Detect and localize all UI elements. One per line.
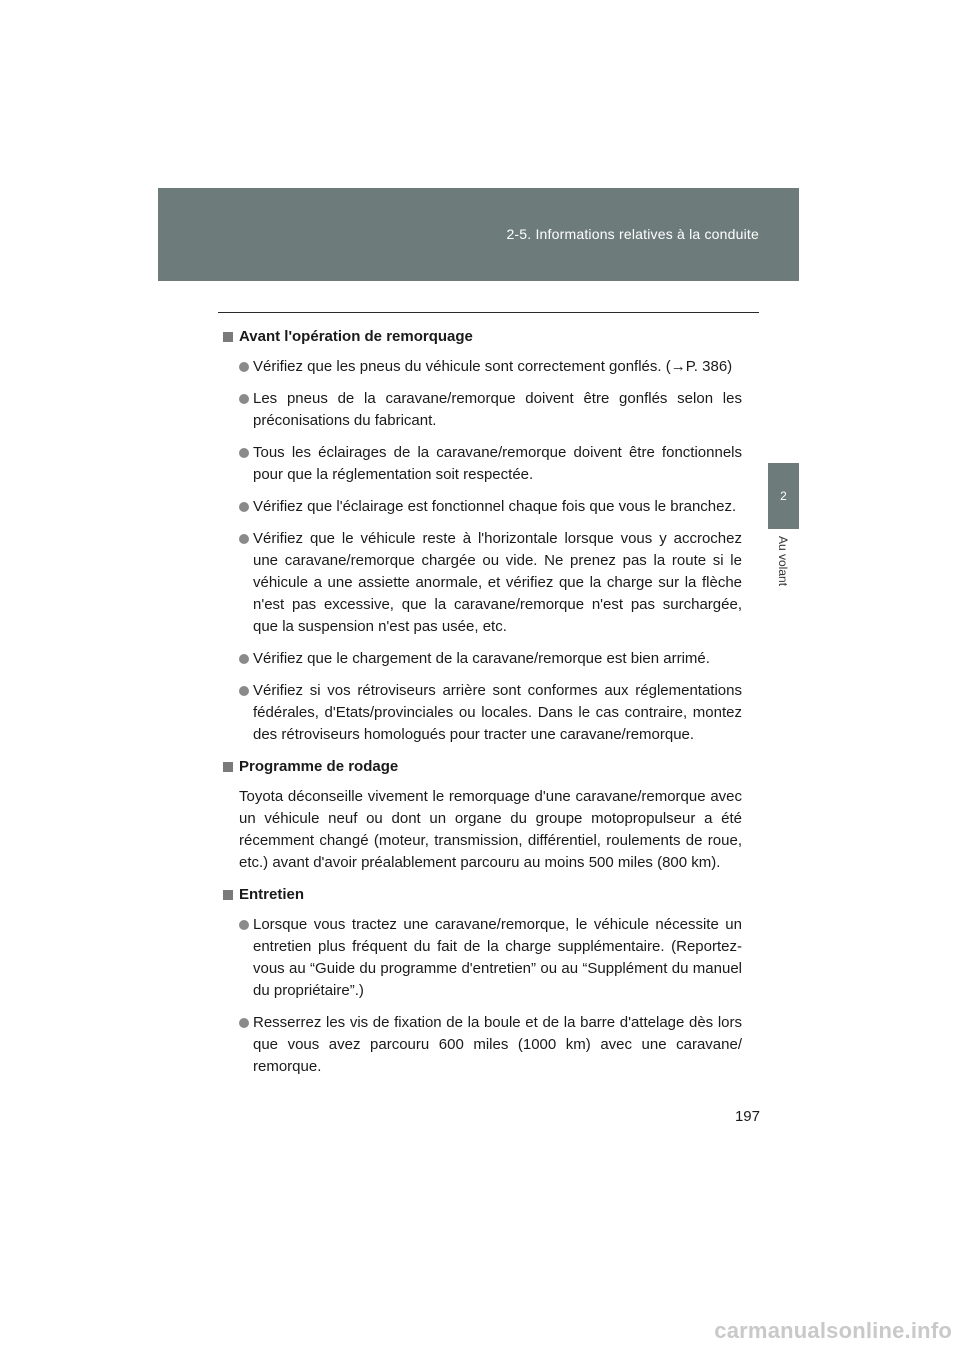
list-item: Tous les éclairages de la caravane/remorque doivent être fonctionnels pour que la réglementation soit respectée. [222, 442, 742, 486]
list-item: Vérifiez si vos rétroviseurs arrière sont conformes aux réglementations fédérales, d'Etats/provinciales ou locales. Dans le cas contraire, montez des rétroviseurs homologués pour tracter une caravane/remorque. [222, 680, 742, 746]
section-maintenance [222, 884, 742, 1078]
watermark: carmanualsonline.info [714, 1318, 952, 1343]
round-bullet-icon [239, 686, 249, 696]
paragraph: Toyota déconseille vivement le remorquage d'une caravane/remorque avec un véhicule neuf ou dont un organe du groupe motopropulseur a été récemment changé (moteur, transmission, différentiel, roulements de roue, etc.) avant d'avoir préalablement parcouru au moins 500 miles (800 km). [239, 788, 742, 871]
list-item: Vérifiez que l'éclairage est fonctionnel chaque fois que vous le branchez. [222, 496, 742, 518]
chapter-label: Au volant [776, 536, 790, 587]
section-heading: Entretien [222, 884, 742, 906]
list-item: Vérifiez que les pneus du véhicule sont correctement gonflés. (→P. 386) [222, 356, 742, 378]
round-bullet-icon [239, 920, 249, 930]
round-bullet-icon [239, 362, 249, 372]
round-bullet-icon [239, 534, 249, 544]
chapter-tab [768, 463, 799, 529]
section-break-in [222, 756, 742, 874]
square-bullet-icon [223, 890, 233, 900]
square-bullet-icon [223, 332, 233, 342]
round-bullet-icon [239, 394, 249, 404]
header-rule [218, 312, 759, 313]
chapter-number: 2 [780, 489, 787, 503]
section-title: 2-5. Informations relatives à la conduite [506, 226, 759, 242]
list-item: Vérifiez que le véhicule reste à l'horizontale lorsque vous y accrochez une caravane/remorque chargée ou vide. Ne prenez pas la route si le véhicule a une assiette anormale, et vérifiez que la charge sur la flèche n'est pas excessive, que la caravane/remorque n'est pas surchargée, que la suspension n'est pas usée, etc. [222, 528, 742, 638]
section-heading: Avant l'opération de remorquage [222, 326, 742, 348]
round-bullet-icon [239, 502, 249, 512]
section-heading: Programme de rodage [222, 756, 742, 778]
round-bullet-icon [239, 448, 249, 458]
page-number: 197 [734, 1108, 760, 1125]
list-item: Les pneus de la caravane/remorque doivent être gonflés selon les préconisations du fabricant. [222, 388, 742, 432]
list-item: Resserrez les vis de fixation de la boule et de la barre d'attelage dès lors que vous avez parcouru 600 miles (1000 km) avec une caravane/ remorque. [222, 1012, 742, 1078]
round-bullet-icon [239, 654, 249, 664]
list-item: Lorsque vous tractez une caravane/remorque, le véhicule nécessite un entretien plus fréquent du fait de la charge supplémentaire. (Reportez-vous au “Guide du programme d'entretien” ou au “Supplément du manuel du propriétaire”.) [222, 914, 742, 1002]
round-bullet-icon [239, 1018, 249, 1028]
list-item: Vérifiez que le chargement de la caravane/remorque est bien arrimé. [222, 648, 742, 670]
header-band [158, 188, 799, 281]
section-towing-before [222, 326, 742, 746]
square-bullet-icon [223, 762, 233, 772]
page-content [222, 326, 742, 1088]
